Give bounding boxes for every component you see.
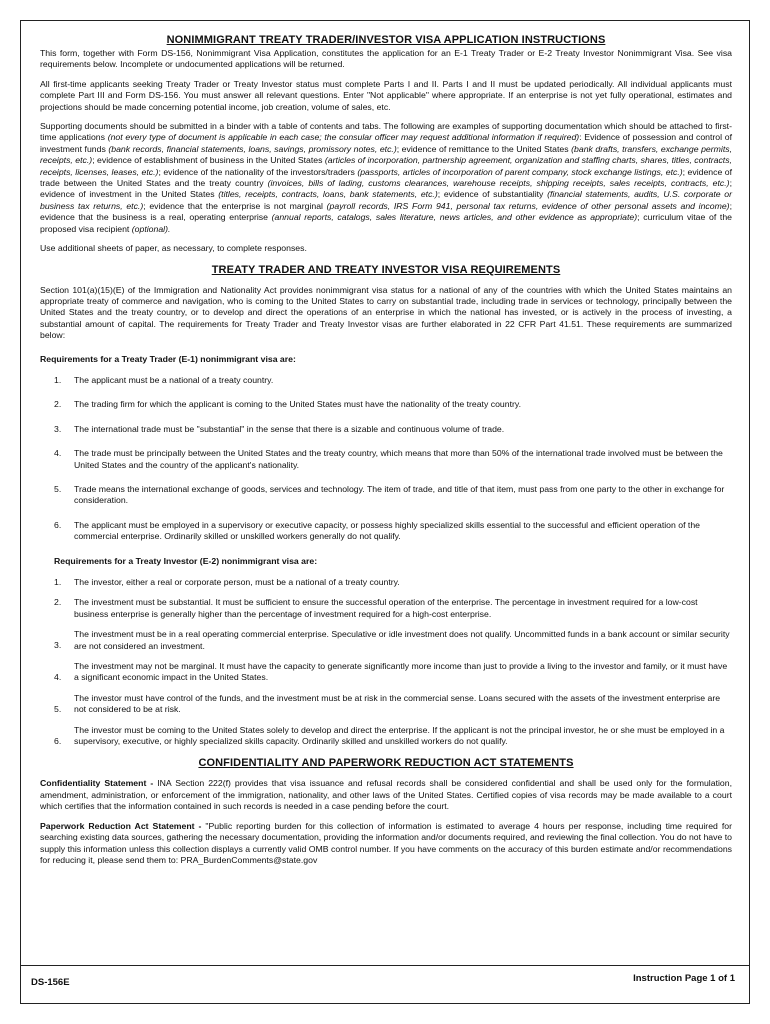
item-number: 2. (54, 399, 62, 410)
item-number: 3. (54, 423, 62, 434)
example-documents-text: (not every type of document is applicable in each case; the consular officer may request additional information if required) (107, 132, 580, 143)
e1-requirement-item (42, 520, 732, 543)
item-text: The applicant must be a national of a treaty country. (74, 374, 274, 385)
item-text: The investment may not be marginal. It must have the capacity to generate significantly more income than just to provide a living to the investor and family, or it must have a significant economic impact in the United States. (74, 661, 728, 683)
item-text: The investor, either a real or corporate person, must be a national of a treaty country. (74, 577, 400, 587)
example-documents-text: (bank records, financial statements, loans, savings, promissory notes, etc.) (108, 143, 397, 154)
example-documents-text: (bank drafts, transfers, exchange permits, receipts, etc.) (40, 143, 732, 166)
item-text: The international trade must be "substantial" in the sense that there is a sizable and continuous volume of trade. (74, 423, 505, 434)
item-number: 6. (54, 519, 62, 530)
e1-requirement-item (42, 424, 732, 435)
statements-heading: CONFIDENTIALITY AND PAPERWORK REDUCTION ACT STATEMENTS (198, 757, 574, 770)
document-title: NONIMMIGRANT TREATY TRADER/INVESTOR VISA APPLICATION INSTRUCTIONS (166, 34, 606, 46)
supporting-text-segment: ; evidence of investment in the United States (40, 178, 732, 200)
requirements-intro: Section 101(a)(15)(E) of the Immigration and Nationality Act provides nonimmigrant visa status for a national of any of the countries with which the United States maintains an appropriate treaty of commerce and navigation, who is coming to the United States to carry on substantial trade, including trade in services or technology, principally between the United States and the treaty country, or to develop and direct the operations of an enterprise in which the national has invested, or is actively in the process of investing, a substantial amount of capital. The requirements for Treaty Trader and Treaty Investor visas are further elaborated in 22 CFR Part 41.51. These requirements are summarized below: (40, 284, 732, 341)
e1-requirements-list (40, 375, 732, 543)
e2-requirement-item (42, 661, 732, 684)
item-text: The investment must be substantial. It must be sufficient to ensure the successful operation of the enterprise. The percentage in investment required for a low-cost business enterprise is generally higher than the percentage of investment required for a high-cost enterprise. (74, 597, 698, 619)
supporting-text-segment: ; evidence of establishment of business in the United States (92, 155, 325, 166)
item-number: 2. (54, 597, 62, 608)
item-number: 5. (54, 483, 62, 494)
e2-requirement-item (42, 577, 732, 588)
item-text: The trading firm for which the applicant is coming to the United States must have the nationality of the treaty country. (74, 399, 521, 410)
item-text: Trade means the international exchange of goods, services and technology. The item of trade, and title of that item, must pass from one party to the other in exchange for consideration. (74, 483, 725, 506)
example-documents-text: (invoices, bills of lading, customs clearances, warehouse receipts, shipping receipts, sales receipts, contracts, etc.) (267, 178, 730, 189)
paperwork-label: Paperwork Reduction Act Statement - (40, 820, 202, 831)
intro-paragraph-2: All first-time applicants seeking Treaty Trader or Treaty Investor status must complete Parts I and II. Parts I and II must be updated periodically. All individual applicants must complete Part III and Form DS-156. You must answer all relevant questions. Enter "Not applicable" where appropriate. If an enterprise is not yet fully operational, estimates and projections should be made concerning potential income, job creation, volume of sales, etc. (40, 78, 732, 112)
intro-paragraph-4: Use additional sheets of paper, as necessary, to complete responses. (40, 243, 307, 254)
supporting-text-segment: ; evidence of substantiality (437, 189, 548, 200)
e2-requirement-item (42, 629, 732, 652)
requirements-heading: TREATY TRADER AND TREATY INVESTOR VISA REQUIREMENTS (211, 263, 561, 276)
example-documents-text: (optional). (131, 223, 171, 234)
e2-requirement-item (42, 597, 732, 620)
document-page (20, 20, 750, 1004)
intro-paragraph-1: This form, together with Form DS-156, Nonimmigrant Visa Application, constitutes the application for an E-1 Treaty Trader or E-2 Treaty Investor Nonimmigrant Visa. See visa requirements below. Incomplete or undocumented applications will be returned. (40, 48, 732, 70)
supporting-documents-paragraph (40, 121, 732, 235)
supporting-text-segment: ; evidence that the enterprise is not marginal (143, 200, 327, 211)
paperwork-text: "Public reporting burden for this collection of information is estimated to average 4 hours per response, including time required for searching existing data sources, gathering the necessary documentation, providing the information and/or documents required, and reviewing the final collection. You do not have to supply this information unless this collection displays a currently valid OMB control number. If you have comments on the accuracy of this burden estimate and/or recommendations for reducing it, please send them to: PRA_BurdenComments@state.gov (40, 820, 732, 865)
e2-requirement-item (42, 693, 732, 716)
example-documents-text: (payroll records, IRS Form 941, personal tax returns, evidence of other personal assets and income) (326, 200, 730, 211)
supporting-text-segment: ; evidence of trade between the United States and the treaty country (40, 166, 733, 189)
paperwork-statement (40, 821, 732, 867)
supporting-text-segment: ; evidence of remittance to the United States (396, 143, 572, 154)
e1-requirement-item (42, 484, 732, 507)
example-documents-text: (financial statements, audits, U.S. corporate or business tax returns, etc.) (40, 189, 732, 211)
supporting-text-segment: Supporting documents should be submitted in a binder with a table of contents and tabs. The following are examples of supporting documentation which should be attached to first-time applications (40, 121, 732, 143)
item-number: 4. (54, 448, 62, 459)
confidentiality-label: Confidentiality Statement - (40, 778, 154, 789)
confidentiality-text: INA Section 222(f) provides that visa issuance and refusal records shall be considered confidential and shall be used only for the formulation, amendment, administration, or enforcement of the immigration, nationality, and other laws of the United States. Certified copies of visa records may be made available to a court which certifies that the information contained in such records is needed in a case pending before the court. (40, 778, 732, 812)
e1-requirements-heading: Requirements for a Treaty Trader (E-1) nonimmigrant visa are: (40, 353, 296, 364)
example-documents-text: (articles of incorporation, partnership agreement, organization and staffing charts, shares, titles, contracts, receipts, licenses, leases, etc.) (40, 155, 732, 177)
e2-requirement-item (42, 725, 732, 748)
item-number: 6. (54, 735, 62, 746)
item-text: The trade must be principally between the United States and the treaty country, which means that more than 50% of the international trade involved must be between the United States and the country of the applicant's nationality. (74, 448, 723, 470)
supporting-text-segment: : Evidence of possession and control of investment funds (40, 132, 732, 154)
example-documents-text: (titles, receipts, contracts, loans, bank statements, etc.) (218, 189, 438, 200)
item-text: The investor must be coming to the United States solely to develop and direct the enterprise. If the applicant is not the principal investor, he or she must be employed in a supervisory, executive, or highly specialized skills capacity. Ordinarily skilled and unskilled workers do not qualify. (74, 724, 725, 747)
example-documents-text: (annual reports, catalogs, sales literature, news articles, and other evidence as appropriate) (271, 212, 638, 223)
e1-requirement-item (42, 399, 732, 410)
e2-requirements-list (40, 577, 732, 747)
example-documents-text: (passports, articles of incorporation of parent company, stock exchange listings, etc.) (357, 166, 683, 177)
e2-requirements-heading: Requirements for a Treaty Investor (E-2) nonimmigrant visa are: (54, 555, 318, 566)
item-text: The investment must be in a real operating commercial enterprise. Speculative or idle investment does not qualify. Uncommitted funds in a bank account or similar security are not considered an investment. (74, 629, 730, 651)
supporting-text-segment: ; curriculum vitae of the proposed visa recipient (40, 212, 732, 234)
page-number: Instruction Page 1 of 1 (633, 973, 735, 984)
item-text: The applicant must be employed in a supervisory or executive capacity, or possess highly specialized skills essential to the successful and efficient operation of the commercial enterprise. Ordinarily skilled or unskilled workers generally do not qualify. (74, 519, 700, 542)
item-number: 1. (54, 374, 62, 385)
supporting-text-segment: ; evidence of the nationality of the investors/traders (158, 166, 358, 177)
footer-divider (21, 965, 749, 966)
item-number: 1. (54, 577, 62, 587)
item-number: 3. (54, 640, 62, 651)
item-number: 4. (54, 672, 62, 683)
e1-requirement-item (42, 448, 732, 471)
e1-requirement-item (42, 375, 732, 386)
item-number: 5. (54, 703, 62, 714)
supporting-text-segment: ; evidence that the business is a real, operating enterprise (40, 200, 732, 223)
page-content (40, 33, 732, 874)
item-text: The investor must have control of the funds, and the investment must be at risk in the commercial sense. Loans secured with the assets of the investment enterprise are not considered to be at risk. (74, 692, 721, 715)
confidentiality-statement (40, 778, 732, 812)
form-id: DS-156E (31, 977, 70, 988)
